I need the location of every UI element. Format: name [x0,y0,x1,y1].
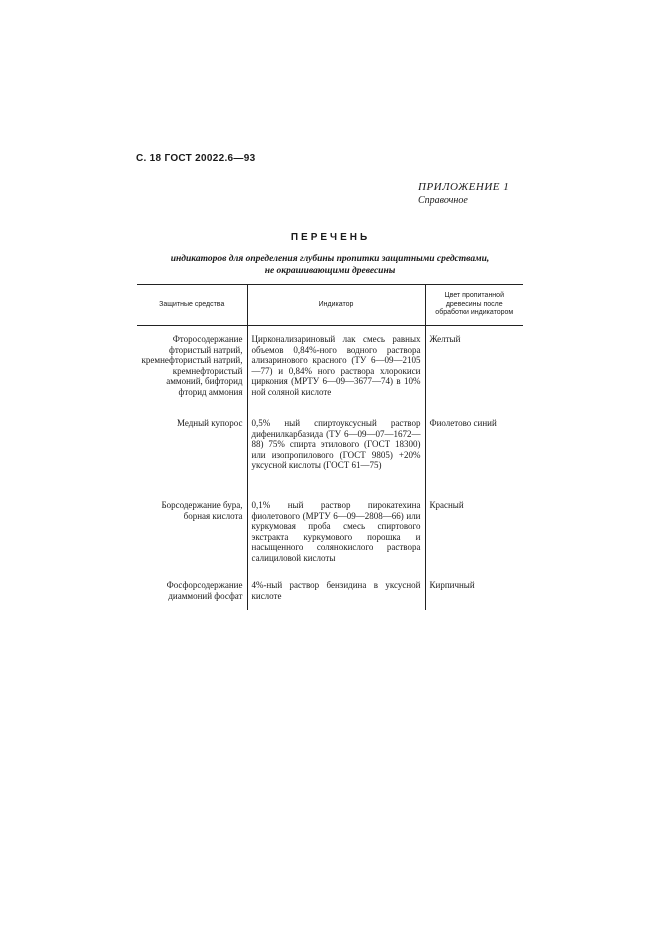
appendix-label: ПРИЛОЖЕНИЕ 1 [418,181,510,193]
cell-indicator: Цирконализариновый лак смесь равных объемов 0,84%-ного водного раствора ализаринового красного (ТУ 6—09—2105—77) и 0,84% ного раствора хлорокиси циркония (МРТУ 6—09—3677—74) в 10% ной соляной кислоте [247,326,425,417]
appendix-block [418,180,509,208]
column-header-color: Цвет пропитанной древесины после обработки индикатором [425,285,523,326]
page-header: С. 18 ГОСТ 20022.6—93 [136,153,256,164]
table-row [137,578,523,610]
column-header-agent: Защитные средства [137,285,247,326]
table-row [137,326,523,417]
table-header-row [137,285,523,326]
cell-agent: Борсодержание бура, борная кислота [137,498,247,578]
document-subtitle [120,253,540,277]
table-row [137,498,523,578]
cell-color: Кирпичный [429,580,475,590]
cell-indicator: 4%-ный раствор бензидина в уксусной кислоте [247,578,425,610]
indicators-table [137,284,523,610]
cell-color: Желтый [429,334,461,344]
subtitle-line-2: не окрашивающими древесины [264,266,396,276]
document-title: ПЕРЕЧЕНЬ [290,232,371,243]
cell-color: Фиолетово синий [429,418,497,428]
cell-color: Красный [429,500,464,510]
cell-agent: Фосфорсодержание диаммоний фосфат [137,578,247,610]
subtitle-line-1: индикаторов для определения глубины пропитки защитными средствами, [170,254,490,264]
cell-indicator: 0,1% ный раствор пирокатехина фиолетового (МРТУ 6—09—2808—66) или куркумовая проба смесь спиртового экстракта куркумового порошка и насыщенного солянокислого раствора салициловой кислоты [247,498,425,578]
appendix-type: Справочное [418,195,468,206]
cell-indicator: 0,5% ный спиртоуксусный раствор дифенилкарбазида (ТУ 6—09—07—1672—88) 75% спирта этилового (ГОСТ 18300) или изопропилового (ГОСТ 9805) +20% уксусной кислоты (ГОСТ 61—75) [247,416,425,498]
cell-agent: Медный купорос [137,416,247,498]
cell-agent: Фторосодержание фтористый натрий, кремнефтористый натрий, кремнефтористый аммоний, бифторид фторид аммония [137,326,247,417]
table-row [137,416,523,498]
column-header-indicator: Индикатор [247,285,425,326]
